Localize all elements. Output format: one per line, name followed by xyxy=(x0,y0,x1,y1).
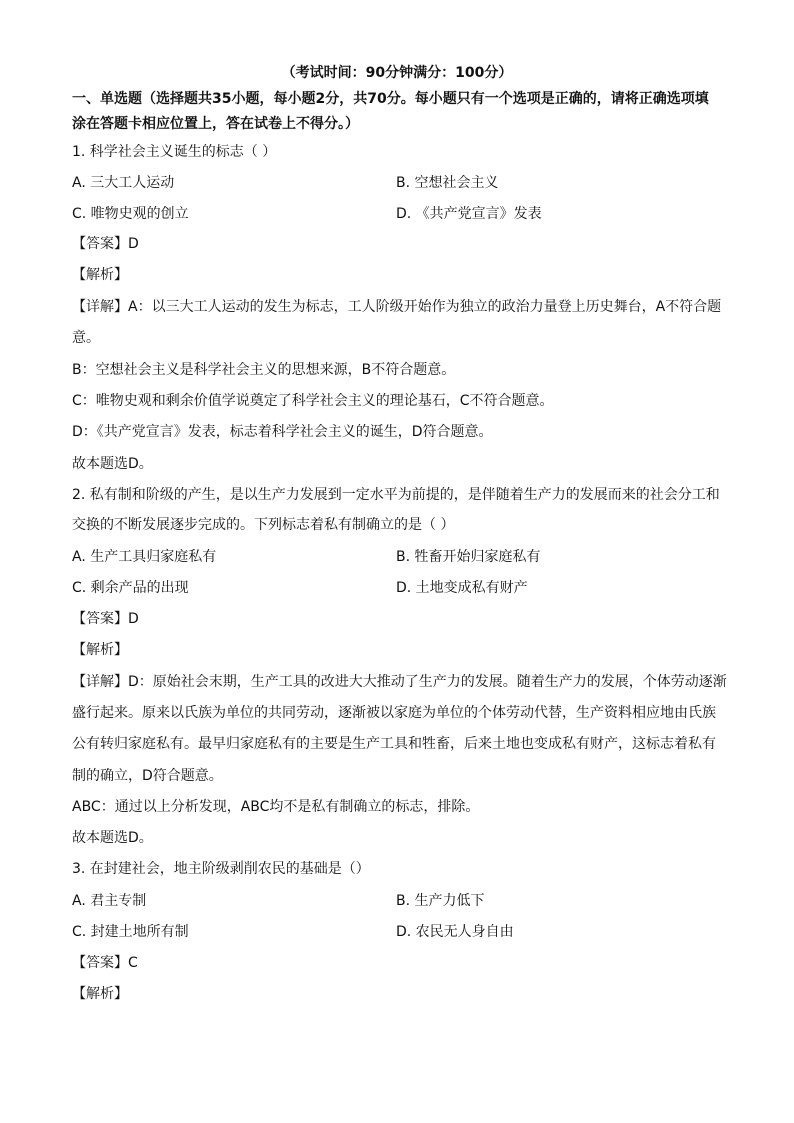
q1-detail-line-1: 【详解】A：以三大工人运动的发生为标志，工人阶级开始作为独立的政治力量登上历史舞台，A不符合题 xyxy=(72,299,722,315)
q3-stem: 3. 在封建社会，地主阶级剥削农民的基础是（） xyxy=(72,861,370,877)
q1-option-b: B. 空想社会主义 xyxy=(396,175,499,191)
q1-detail-line-2: 意。 xyxy=(72,330,100,346)
section-title-line-2: 涂在答题卡相应位置上，答在试卷上不得分。） xyxy=(72,116,359,132)
q1-detail-line-3: B：空想社会主义是科学社会主义的思想来源，B不符合题意。 xyxy=(72,362,456,378)
q1-option-a: A. 三大工人运动 xyxy=(72,175,175,191)
q1-stem: 1. 科学社会主义诞生的标志（ ） xyxy=(72,144,277,160)
q3-analysis-label: 【解析】 xyxy=(72,986,128,1002)
q3-option-b: B. 生产力低下 xyxy=(396,893,485,909)
q2-stem-line-1: 2. 私有制和阶级的产生，是以生产力发展到一定水平为前提的，是伴随着生产力的发展而来的社会分工和 xyxy=(72,487,720,503)
q1-option-d: D. 《共产党宣言》发表 xyxy=(396,206,542,222)
q3-option-c: C. 封建土地所有制 xyxy=(72,924,189,940)
q2-detail-line-1: 【详解】D：原始社会末期，生产工具的改进大大推动了生产力的发展。随着生产力的发展，个体劳动逐渐 xyxy=(72,674,727,690)
q2-detail-line-4: 制的确立，D符合题意。 xyxy=(72,768,223,784)
q2-detail-line-3: 公有转归家庭私有。最早归家庭私有的主要是生产工具和牲畜，后来土地也变成私有财产，这标志着私有 xyxy=(72,736,716,752)
q1-conclusion: 故本题选D。 xyxy=(72,456,153,472)
q2-option-b: B. 牲畜开始归家庭私有 xyxy=(396,549,541,565)
q2-analysis-label: 【解析】 xyxy=(72,642,128,658)
q1-answer: 【答案】D xyxy=(72,236,139,252)
q1-option-c: C. 唯物史观的创立 xyxy=(72,206,189,222)
q2-option-a: A. 生产工具归家庭私有 xyxy=(72,549,217,565)
section-title-line-1: 一、单选题（选择题共35小题，每小题2分，共70分。每小题只有一个选项是正确的，请将正确选项填 xyxy=(72,91,709,107)
q1-detail-line-5: D：《共产党宣言》发表，标志着科学社会主义的诞生，D符合题意。 xyxy=(72,424,493,440)
q1-detail-line-4: C：唯物史观和剩余价值学说奠定了科学社会主义的理论基石，C不符合题意。 xyxy=(72,393,554,409)
q2-option-c: C. 剩余产品的出现 xyxy=(72,580,189,596)
q2-answer: 【答案】D xyxy=(72,611,139,627)
q2-option-d: D. 土地变成私有财产 xyxy=(396,580,528,596)
q3-answer: 【答案】C xyxy=(72,955,138,971)
q3-option-a: A. 君主专制 xyxy=(72,893,147,909)
q3-option-d: D. 农民无人身自由 xyxy=(396,924,514,940)
q2-conclusion: 故本题选D。 xyxy=(72,830,153,846)
q2-detail-line-2: 盛行起来。原来以氏族为单位的共同劳动，逐渐被以家庭为单位的个体劳动代替，生产资料相应地由氏族 xyxy=(72,705,716,721)
q2-stem-line-2: 交换的不断发展逐步完成的。下列标志着私有制确立的是（ ） xyxy=(72,517,455,533)
q2-detail-line-5: ABC：通过以上分析发现，ABC均不是私有制确立的标志，排除。 xyxy=(72,799,480,815)
exam-header: （考试时间：90分钟满分：100分） xyxy=(281,65,513,81)
q1-analysis-label: 【解析】 xyxy=(72,267,128,283)
